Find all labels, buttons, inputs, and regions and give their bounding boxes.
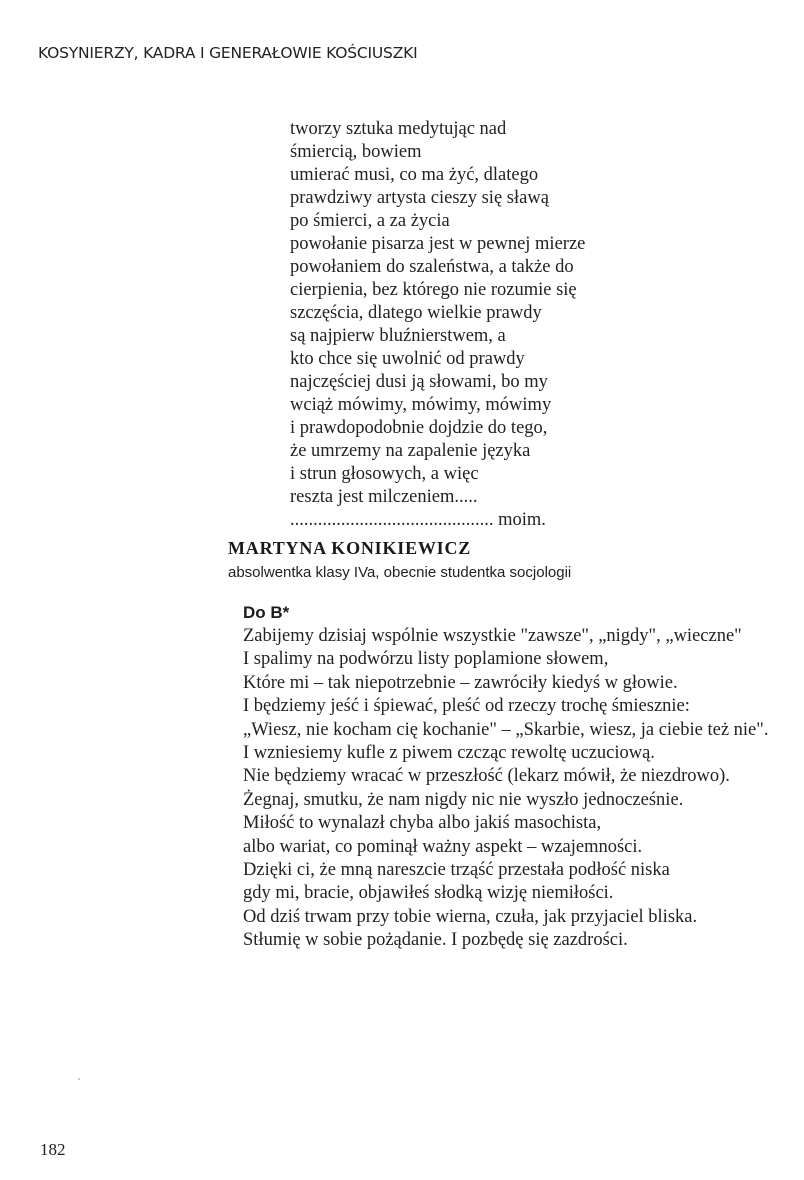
poem-line: I będziemy jeść i śpiewać, pleść od rzeczy trochę śmiesznie: [243, 696, 690, 717]
poem [243, 603, 768, 953]
poem-line: powołaniem do szaleństwa, a także do [290, 257, 574, 277]
poem-title: Do B* [243, 603, 290, 622]
poem-line: Zabijemy dzisiaj wspólnie wszystkie "zawsze", „nigdy", „wieczne" [243, 626, 742, 646]
scan-speck [78, 1078, 80, 1080]
poem-line: i strun głosowych, a więc [290, 464, 479, 484]
poem-line: umierać musi, co ma żyć, dlatego [290, 165, 539, 185]
poem-line: że umrzemy na zapalenie języka [290, 441, 531, 461]
poem-line: najczęściej dusi ją słowami, bo my [290, 372, 548, 392]
poem-line: gdy mi, bracie, objawiłeś słodką wizję niemiłości. [243, 883, 614, 904]
poem-line: Żegnaj, smutku, że nam nigdy nic nie wyszło jednocześnie. [243, 789, 684, 810]
poem-line: ............................................ moim. [290, 510, 546, 530]
poem-line: Stłumię w sobie pożądanie. I pozbędę się zazdrości. [243, 930, 628, 951]
poem-line: I wzniesiemy kufle z piwem czcząc rewoltę uczuciową. [243, 743, 655, 764]
poem-line: powołanie pisarza jest w pewnej mierze [290, 234, 586, 254]
poem-line: reszta jest milczeniem..... [290, 487, 478, 507]
poem-line: kto chce się uwolnić od prawdy [290, 349, 525, 369]
poem-line: tworzy sztuka medytując nad [290, 119, 507, 139]
running-head: KOSYNIERZY, KADRA I GENERAŁOWIE KOŚCIUSZKI [38, 44, 418, 62]
poem-line: Które mi – tak niepotrzebnie – zawróciły kiedyś w głowie. [243, 672, 678, 693]
author-description: absolwentka klasy IVa, obecnie studentka socjologii [228, 564, 572, 581]
poem-line: albo wariat, co pominął ważny aspekt – wzajemności. [243, 836, 643, 857]
poem-line: i prawdopodobnie dojdzie do tego, [290, 418, 548, 438]
author-name: MARTYNA KONIKIEWICZ [228, 538, 472, 558]
poem-line: szczęścia, dlatego wielkie prawdy [290, 303, 542, 323]
poem-line: Dzięki ci, że mną nareszcie trząść przestała podłość niska [243, 860, 670, 881]
author-block [228, 538, 571, 581]
poem-line: po śmierci, a za życia [290, 211, 450, 231]
page-number: 182 [40, 1140, 66, 1159]
poem-line: cierpienia, bez którego nie rozumie się [290, 280, 577, 300]
poem-line: Od dziś trwam przy tobie wierna, czuła, jak przyjaciel bliska. [243, 906, 698, 927]
poem-line: „Wiesz, nie kocham cię kochanie" – „Skarbie, wiesz, ja ciebie też nie". [243, 719, 769, 740]
poem-line: prawdziwy artysta cieszy się sławą [290, 188, 549, 208]
poem-line: śmiercią, bowiem [290, 142, 422, 162]
poem-line: I spalimy na podwórzu listy poplamione słowem, [243, 649, 609, 670]
poem-line: Miłość to wynalazł chyba albo jakiś masochista, [243, 813, 602, 834]
poem-line: wciąż mówimy, mówimy, mówimy [290, 395, 552, 415]
poem-line: Nie będziemy wracać w przeszłość (lekarz mówił, że niezdrowo). [243, 766, 730, 787]
poem-line: są najpierw bluźnierstwem, a [290, 326, 506, 346]
poem-fragment [290, 118, 585, 532]
